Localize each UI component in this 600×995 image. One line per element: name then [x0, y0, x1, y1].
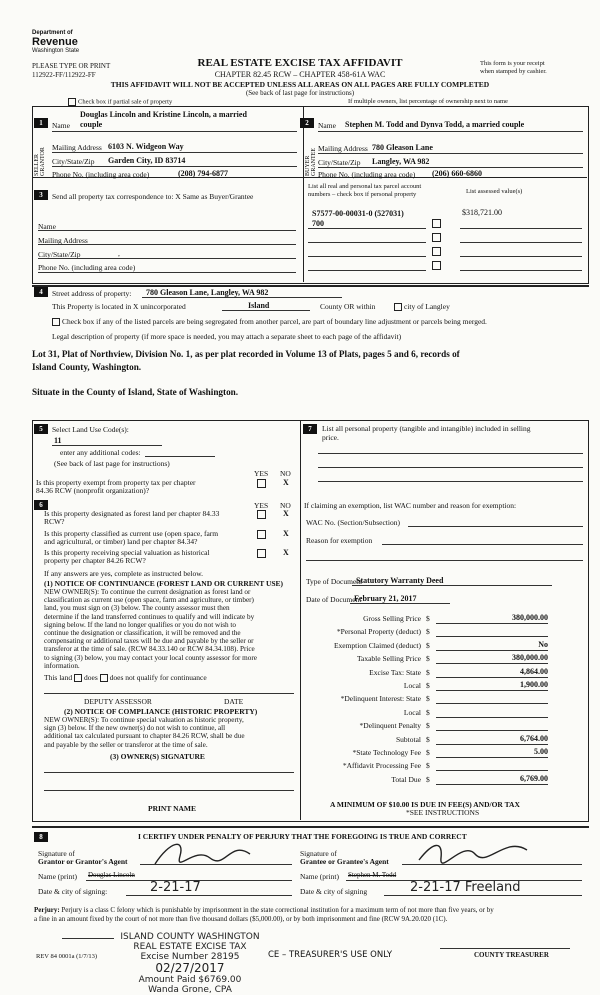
amount-label: Excise Tax: State [369, 667, 421, 677]
amount-row [300, 748, 587, 761]
amount-value[interactable]: 5.00 [436, 747, 548, 758]
dollar-sign: $ [426, 627, 430, 637]
located-text: This Property is located in X unincorporated [52, 302, 186, 311]
assessor-date-label: DATE [224, 697, 244, 706]
dollar-sign: $ [426, 707, 430, 717]
parcel-header-2: numbers – check box if personal property [308, 191, 417, 198]
seller-city-label: City/State/Zip [52, 157, 95, 166]
historic-no-answer[interactable]: X [283, 548, 289, 557]
amount-label: *Delinquent Penalty [359, 721, 421, 731]
notice1-line: to signing (3) below, you may contact your local county assessor for more [44, 653, 257, 662]
grantee-signature-scribble [415, 834, 535, 868]
dollar-sign: $ [426, 761, 430, 771]
buyer-name[interactable]: Stephen M. Todd and Dynva Todd, a married couple [345, 120, 525, 129]
forest-question-1: Is this property designated as forest land per chapter 84.33 [44, 509, 220, 518]
forest-yes-checkbox[interactable] [257, 510, 266, 519]
grantee-date-city-label: Date & city of signing [300, 887, 368, 896]
assessed-line-4 [460, 270, 582, 271]
segregated-check[interactable] [52, 317, 487, 326]
legal-label: Legal description of property (if more space is needed, you may attach a separate sheet to each page of the affidavit) [52, 332, 402, 341]
land-use-see-back: (See back of last page for instructions) [54, 459, 170, 468]
treasurer-sign-line [440, 948, 570, 949]
perjury-line-1 [34, 906, 494, 914]
amounts-table [300, 614, 587, 788]
land-use-code[interactable]: 11 [54, 436, 62, 445]
reason-underline [382, 544, 583, 545]
doc-date[interactable]: February 21, 2017 [354, 594, 417, 603]
section-1-number: 1 [34, 118, 48, 128]
parcel-header-1: List all real and personal tax parcel account [308, 183, 422, 190]
doc-type-label: Type of Document [306, 577, 363, 586]
notice2-body [44, 716, 298, 749]
current-use-no-answer[interactable]: X [283, 529, 289, 538]
does-not-label: does not qualify for continuance [109, 673, 207, 682]
legal-line-2: Island County, Washington. [32, 362, 142, 372]
section-5-number: 5 [34, 424, 48, 434]
seller-name-line1[interactable]: Douglas Lincoln and Kristine Lincoln, a married [80, 110, 247, 119]
corr-name-label: Name [38, 222, 56, 231]
buyer-name-label: Name [318, 121, 336, 130]
doc-type[interactable]: Statutory Warranty Deed [356, 576, 444, 585]
amount-value[interactable] [436, 707, 548, 718]
assessor-sign-line [44, 693, 294, 694]
segregated-label: Check box if any of the listed parcels are being segregated from another parcel, are part of boundary line adjustment or parcels being merged. [62, 317, 487, 326]
stamp-line-6: Wanda Grone, CPA [148, 985, 232, 995]
amount-row [300, 681, 587, 694]
situate-line: Situate in the County of Island, State of Washington. [32, 387, 239, 397]
warning-text: THIS AFFIDAVIT WILL NOT BE ACCEPTED UNLESS ALL AREAS ON ALL PAGES ARE FULLY COMPLETED [110, 80, 490, 89]
buyer-side-label: BUYER GRANTEE [305, 148, 317, 176]
doc-date-underline [350, 603, 450, 604]
buyer-city-label: City/State/Zip [318, 158, 361, 167]
current-use-question-1: Is this property classified as current use (open space, farm [44, 529, 219, 538]
legal-line-1: Lot 31, Plat of Northview, Division No. 1, as per plat recorded in Volume 13 of Plats, pages 5 and 6, records of [32, 349, 460, 359]
amount-value[interactable]: 380,000.00 [436, 613, 548, 624]
grantor-sig-label-2: Grantor or Grantor's Agent [38, 857, 128, 866]
notice2-line: and payable by the seller or transferor at the time of sale. [44, 740, 208, 749]
amount-label: Gross Selling Price [363, 614, 421, 623]
corr-city-underline [38, 258, 296, 259]
wac-underline [408, 526, 583, 527]
section-2-number: 2 [300, 118, 314, 128]
grantor-date-city-label: Date & city of signing: [38, 887, 108, 896]
exempt-no-answer[interactable]: X [283, 478, 289, 487]
personal-property-checkbox-3[interactable] [432, 247, 441, 256]
amount-row [300, 694, 587, 707]
seller-phone-label: Phone No. (including area code) [52, 170, 150, 179]
county-or: County OR within [320, 302, 376, 311]
personal-property-checkbox-4[interactable] [432, 261, 441, 270]
form-chapter: CHAPTER 82.45 RCW – CHAPTER 458-61A WAC [214, 70, 386, 79]
see-back-note: (See back of last page for instructions) [245, 89, 355, 97]
amount-row [300, 668, 587, 681]
dollar-sign: $ [426, 774, 430, 784]
exempt-yes-checkbox[interactable] [257, 479, 266, 488]
amount-value[interactable]: 380,000.00 [436, 653, 548, 664]
dollar-sign: $ [426, 680, 430, 690]
dollar-sign: $ [426, 667, 430, 677]
amount-row [300, 735, 587, 748]
forest-no-answer[interactable]: X [283, 509, 289, 518]
county-treasurer-label: COUNTY TREASURER [474, 951, 549, 959]
section-4-number: 4 [34, 287, 48, 297]
seller-side-label: SELLER GRANTOR [34, 147, 46, 176]
segregated-checkbox-icon[interactable] [52, 318, 60, 326]
owner-print-line [44, 790, 294, 791]
amount-value[interactable]: 6,764.00 [436, 734, 548, 745]
parties-divider [303, 106, 304, 282]
stamp-line-1: ISLAND COUNTY WASHINGTON [120, 932, 260, 942]
pp-line-3 [318, 481, 583, 482]
rev-number: REV 84 0001a (1/7/13) [36, 953, 98, 960]
dollar-sign: $ [426, 721, 430, 731]
section-4-topline [32, 285, 589, 287]
grantor-printed-name[interactable]: Douglas Lincoln [88, 871, 135, 879]
amount-row [300, 708, 587, 721]
owner-sign-line [44, 772, 294, 773]
grantee-sig-label-2: Grantee or Grantee's Agent [300, 857, 389, 866]
s6-yes-header: YES [254, 501, 269, 510]
buyer-city-underline [318, 167, 583, 168]
doc-date-label: Date of Document [306, 595, 362, 604]
buyer-city[interactable]: Langley, WA 982 [372, 157, 430, 166]
buyer-mailing-label: Mailing Address [318, 144, 368, 153]
dollar-sign: $ [426, 640, 430, 650]
perjury-label: Perjury: [34, 906, 60, 914]
grantor-name-print-label: Name (print) [38, 872, 77, 881]
assessed-1[interactable]: $318,721.00 [462, 208, 502, 217]
dept-line1: Department of [32, 30, 73, 36]
amount-label: Local [403, 680, 421, 690]
corr-city-label: City/State/Zip [38, 250, 81, 259]
treasurer-use-only: CE – TREASURER'S USE ONLY [268, 950, 393, 960]
parcel-line-4 [308, 270, 426, 271]
stamp-line-4: 02/27/2017 [155, 961, 225, 975]
amount-label: *Delinquent Interest: State [340, 694, 421, 704]
seller-name-line2[interactable]: couple [80, 120, 103, 129]
county-underline [222, 310, 310, 311]
assessed-header: List assessed value(s) [466, 188, 523, 195]
grantee-sig-label-1: Signature of [300, 849, 337, 858]
dollar-sign: $ [426, 694, 430, 704]
multiple-owners-note: If multiple owners, list percentage of ownership next to name [348, 98, 508, 105]
amount-row [300, 654, 587, 667]
s5-yes-header: YES [254, 469, 269, 478]
perjury-text-1: Perjury is a class C felony which is punishable by imprisonment in the state correctional institution for a maximum term of not more than five years, or by [61, 906, 494, 914]
dollar-sign: $ [426, 614, 430, 623]
buyer-mailing[interactable]: 780 Gleason Lane [372, 143, 433, 152]
section-3-number: 3 [34, 190, 48, 200]
does-not-checkbox-icon[interactable] [100, 674, 108, 682]
personal-property-label-1: List all personal property (tangible and intangible) included in selling [322, 424, 531, 433]
exempt-question-2: 84.36 RCW (nonprofit organization)? [36, 486, 150, 495]
amount-value[interactable]: No [436, 640, 548, 651]
dollar-sign: $ [426, 654, 430, 664]
pp-line-2 [318, 467, 583, 468]
parcel-1[interactable]: S7577-00-00031-0 (527031) [312, 209, 404, 218]
notice2-title: (2) NOTICE OF COMPLIANCE (HISTORIC PROPERTY) [64, 707, 258, 716]
amount-row [300, 761, 587, 774]
amount-label: *State Technology Fee [352, 747, 421, 757]
seller-phone[interactable]: (208) 794-6877 [178, 169, 228, 178]
amount-value[interactable] [436, 720, 548, 731]
assessed-line-1 [460, 228, 582, 229]
s5-no-header: NO [280, 469, 291, 478]
section-8-number: 8 [34, 832, 48, 842]
land-label: This land [44, 673, 73, 682]
stamp-line-5: Amount Paid $6769.00 [138, 975, 242, 985]
land-use-underline [52, 445, 162, 446]
grantee-date-line [384, 895, 582, 896]
historic-yes-checkbox[interactable] [257, 549, 266, 558]
correspondence-label: Send all property tax correspondence to: X Same as Buyer/Grantee [52, 192, 254, 201]
seller-city-underline [52, 166, 297, 167]
any-yes-note: If any answers are yes, complete as instructed below. [44, 569, 204, 578]
pp-line-1 [318, 453, 583, 454]
amount-label: *Personal Property (deduct) [336, 627, 421, 637]
amount-label: Subtotal [395, 734, 421, 744]
dept-line2: Revenue [32, 36, 78, 48]
seller-mailing[interactable]: 6103 N. Widgeon Way [108, 142, 184, 151]
land-use-label: Select Land Use Code(s): [52, 425, 129, 434]
street-label: Street address of property: [52, 289, 132, 298]
does-label: does [84, 673, 98, 682]
see-instructions: *SEE INSTRUCTIONS [406, 808, 480, 817]
buyer-name-underline [318, 131, 583, 132]
assessed-line-2 [460, 242, 582, 243]
exemption-claim-label: If claiming an exemption, list WAC number and reason for exemption: [304, 501, 517, 510]
city-of[interactable] [394, 302, 450, 311]
city-checkbox-icon[interactable] [394, 303, 402, 311]
personal-property-checkbox-2[interactable] [432, 233, 441, 242]
notice1-body [44, 588, 298, 670]
corr-name-underline [38, 230, 296, 231]
amount-label: Exemption Claimed (deduct) [333, 640, 421, 650]
historic-question-1: Is this property receiving special valuation as historical [44, 548, 210, 557]
grantor-date-handwritten[interactable]: 2-21-17 [150, 880, 201, 895]
s6-no-header: NO [280, 501, 291, 510]
excise-stamp [110, 932, 270, 995]
current-use-yes-checkbox[interactable] [257, 530, 266, 539]
please-type: PLEASE TYPE OR PRINT [32, 62, 111, 70]
corr-city-value[interactable]: , [118, 249, 120, 258]
amount-row [300, 775, 587, 788]
assessed-line-3 [460, 256, 582, 257]
notice1-line: continue the designation or classification, it will be removed and the [44, 629, 241, 638]
form-number: 112922-FF/112922-FF [32, 71, 96, 79]
street-underline [142, 297, 342, 298]
wac-label: WAC No. (Section/Subsection) [306, 518, 400, 527]
notice2-line: NEW OWNER(S): To continue special valuation as historic property, [44, 716, 244, 724]
forest-question-2: RCW? [44, 517, 65, 526]
buyer-phone-label: Phone No. (including area code) [318, 170, 416, 179]
personal-property-label-2: price. [322, 433, 339, 442]
buyer-phone[interactable]: (206) 660-6860 [432, 169, 482, 178]
amount-value[interactable] [436, 760, 548, 771]
corr-phone-label: Phone No. (including area code) [38, 263, 136, 272]
receipt-note-1: This form is your receipt [480, 60, 545, 67]
parcel-line-2 [308, 242, 426, 243]
notice1-line: compensating or additional taxes will be due and payable by the seller or [44, 637, 254, 646]
additional-codes-label: enter any additional codes: [60, 448, 141, 457]
corr-mailing-label: Mailing Address [38, 236, 88, 245]
notice1-line: classification as current use (open space, farm and agriculture, or timber) [44, 596, 254, 605]
deputy-assessor-label: DEPUTY ASSESSOR [84, 697, 152, 706]
amount-value[interactable]: 1,900.00 [436, 680, 548, 691]
grantor-sig-label-1: Signature of [38, 849, 75, 858]
notice1-line: determine if the land transferred continues to qualify and will indicate by [44, 612, 255, 621]
grantee-name-print-label: Name (print) [300, 872, 339, 881]
notice2-line: sign (3) below. If the new owner(s) do not wish to continue, all [44, 724, 226, 733]
notice1-line: information. [44, 661, 80, 670]
reason-label: Reason for exemption [306, 536, 373, 545]
amount-label: Taxable Selling Price [356, 654, 421, 664]
amount-value[interactable]: 4,864.00 [436, 667, 548, 678]
dept-line3: Washington State [32, 48, 80, 54]
current-use-question-2: and agricultural, or timber) land per chapter 84.34? [44, 537, 198, 546]
grantor-date-line [126, 895, 292, 896]
department-logo [32, 30, 79, 55]
doc-type-underline [352, 585, 552, 586]
historic-question-2: property per chapter 84.26 RCW? [44, 556, 146, 565]
amount-value[interactable] [436, 693, 548, 704]
seller-mailing-label: Mailing Address [52, 143, 102, 152]
personal-property-checkbox-1[interactable] [432, 219, 441, 228]
amount-label: Total Due [391, 774, 421, 784]
city-of-label: city of Langley [404, 302, 450, 311]
parcel-line-1 [308, 228, 426, 229]
corr-phone-underline [38, 272, 296, 273]
grantor-signature-scribble [150, 836, 260, 868]
reason-line-2 [306, 560, 583, 561]
certify-statement: I CERTIFY UNDER PENALTY OF PERJURY THAT THE FOREGOING IS TRUE AND CORRECT [138, 832, 467, 841]
amount-row [300, 627, 587, 640]
additional-codes-underline [145, 456, 215, 457]
stamp-left-line [62, 938, 114, 939]
stamp-line-3: Excise Number 28195 [140, 952, 240, 962]
seller-mailing-underline [52, 152, 297, 153]
owner-signature-label: (3) OWNER(S) SIGNATURE [110, 752, 205, 761]
notice1-line: transferor at the time of sale. (RCW 84.33.140 or RCW 84.34.108). Price [44, 645, 255, 654]
exempt-question-1: Is this property exempt from property tax per chapter [36, 478, 196, 487]
dollar-sign: $ [426, 747, 430, 757]
receipt-note-2: when stamped by cashier. [480, 68, 547, 75]
notice1-line: land, you must sign on (3) below. The county assessor must then [44, 604, 230, 613]
notice1-line: signing below. If the land no longer qualifies or you do not wish to [44, 620, 236, 629]
form-title: REAL ESTATE EXCISE TAX AFFIDAVIT [197, 57, 403, 69]
section-7-number: 7 [303, 424, 317, 434]
grantee-printed-name[interactable]: Stephen M. Todd [348, 871, 397, 879]
grantee-date-handwritten[interactable]: 2-21-17 Freeland [410, 880, 521, 895]
partial-sale-label: Check box if partial sale of property [78, 98, 173, 106]
amount-value[interactable]: 6,769.00 [436, 774, 548, 785]
buyer-mailing-underline [318, 153, 583, 154]
print-name-label: PRINT NAME [148, 804, 196, 813]
amount-row [300, 614, 587, 627]
seller-name-underline [52, 131, 297, 132]
seller-city[interactable]: Garden City, ID 83714 [108, 156, 186, 165]
stamp-line-2: REAL ESTATE EXCISE TAX [133, 942, 247, 952]
county-name[interactable]: Island [248, 301, 270, 310]
notice1-line: NEW OWNER(S): To continue the current designation as forest land or [44, 588, 251, 596]
amount-row [300, 721, 587, 734]
partial-sale-checkbox[interactable] [68, 98, 172, 106]
notice2-line: additional tax calculated pursuant to chapter 84.26 RCW, shall be due [44, 732, 245, 741]
dollar-sign: $ [426, 734, 430, 744]
street-address[interactable]: 780 Gleason Lane, Langley, WA 982 [146, 288, 269, 297]
land-qualify [44, 673, 207, 682]
amount-label: *Affidavit Processing Fee [342, 761, 421, 771]
amount-value[interactable] [436, 626, 548, 637]
corr-mailing-underline [38, 244, 296, 245]
amount-row [300, 641, 587, 654]
does-checkbox-icon[interactable] [74, 674, 82, 682]
section-8-topline [32, 826, 589, 828]
checkbox-icon[interactable] [68, 98, 76, 106]
amount-label: Local [403, 707, 421, 717]
minimum-fee-note: A MINIMUM OF $10.00 IS DUE IN FEE(S) AND/OR TAX [330, 800, 520, 809]
parcel-line-3 [308, 256, 426, 257]
seller-name-label: Name [52, 121, 70, 130]
perjury-line-2: a fine in an amount fixed by the court of not more than five thousand dollars ($5,000.00), or by both imprisonment and fine (RCW 9A.20.020 (1C). [34, 915, 448, 923]
parcel-1-suffix[interactable]: 700 [312, 219, 324, 228]
section-6-number: 6 [34, 500, 48, 510]
notice1-title: (1) NOTICE OF CONTINUANCE (FOREST LAND OR CURRENT USE) [44, 579, 284, 588]
